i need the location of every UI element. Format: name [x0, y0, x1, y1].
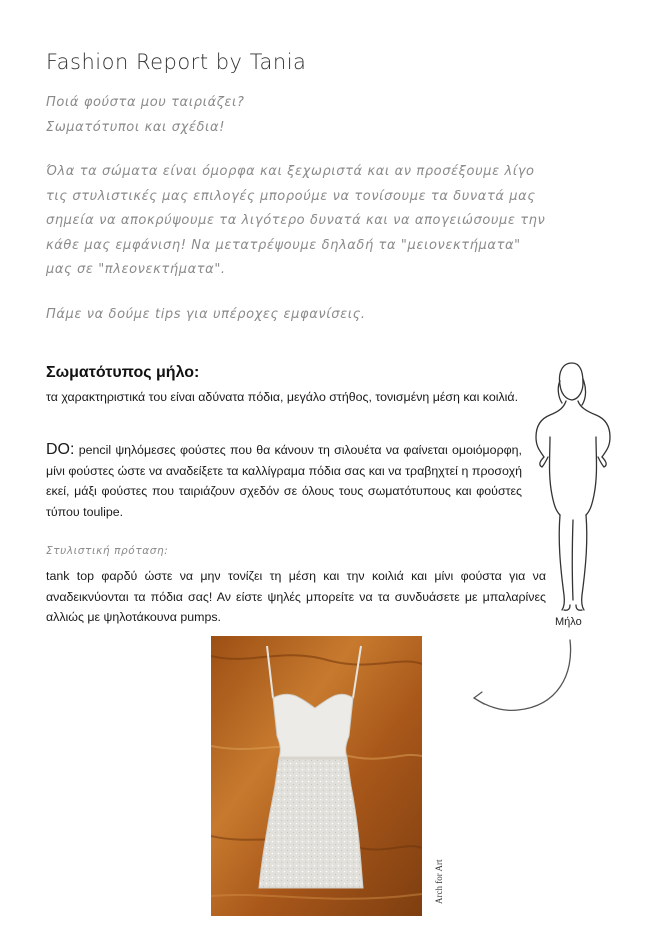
dress-photo: [211, 636, 422, 916]
intro-line: σημεία να αποκρύψουμε τα λιγότερο δυνατά και να απογειώσουμε την: [46, 213, 546, 228]
section-heading: Σωματότυπος μήλο:: [46, 364, 200, 381]
subtitle: [46, 90, 245, 140]
body-silhouette-icon: [520, 355, 630, 615]
intro-paragraph: [46, 160, 626, 283]
do-text: pencil ψηλόμεσες φούστες που θα κάνουν τη σιλουέτα να φαίνεται ομοιόμορφη, μίνι φούστες ώστε να αναδείξετε τα καλλίγραμα πόδια σας και να τραβηχτεί η προσοχή εκεί, μάξι φούστες που ταιριάζουν σχεδόν σε όλους τους σωματότυπους και φούστες τύπου toulipe.: [46, 443, 522, 519]
intro-line: Όλα τα σώματα είναι όμορφα και ξεχωριστά και αν προσέξουμε λίγο: [46, 164, 535, 179]
intro-line: τις στυλιστικές μας επιλογές μπορούμε να τονίσουμε τα δυνατά μας: [46, 188, 536, 204]
do-label: DO:: [46, 441, 75, 458]
intro-line: μας σε "πλεονεκτήματα".: [46, 262, 226, 277]
tips-line: Πάμε να δούμε tips για υπέροχες εμφανίσεις.: [46, 307, 366, 322]
curved-arrow-icon: [462, 634, 582, 724]
subtitle-line: Σωματότυποι και σχέδια!: [46, 120, 226, 135]
do-paragraph: [46, 440, 522, 522]
subtitle-line: Ποιά φούστα μου ταιριάζει?: [46, 95, 245, 110]
intro-line: κάθε μας εμφάνιση! Να μετατρέψουμε δηλαδή τα "μειονεκτήματα": [46, 237, 521, 253]
styling-label: Στυλιστική πρόταση:: [46, 545, 169, 557]
styling-text: tank top φαρδύ ώστε να μην τονίζει τη μέση και την κοιλιά και μίνι φούστα για να αναδεικνύονται τα πόδια σας! Αν είστε ψηλές μπορείτε να τα συνδυάσετε με μπαλαρίνες αλλιώς με ψηλοτάκουνα pumps.: [46, 569, 546, 624]
photo-credit: Arch for Art: [434, 859, 444, 904]
figure-caption: Μήλο: [555, 616, 582, 628]
apple-description: τα χαρακτηριστικά του είναι αδύνατα πόδια, μεγάλο στήθος, τονισμένη μέση και κοιλιά.: [46, 390, 519, 404]
page-title: Fashion Report by Tania: [46, 50, 307, 74]
